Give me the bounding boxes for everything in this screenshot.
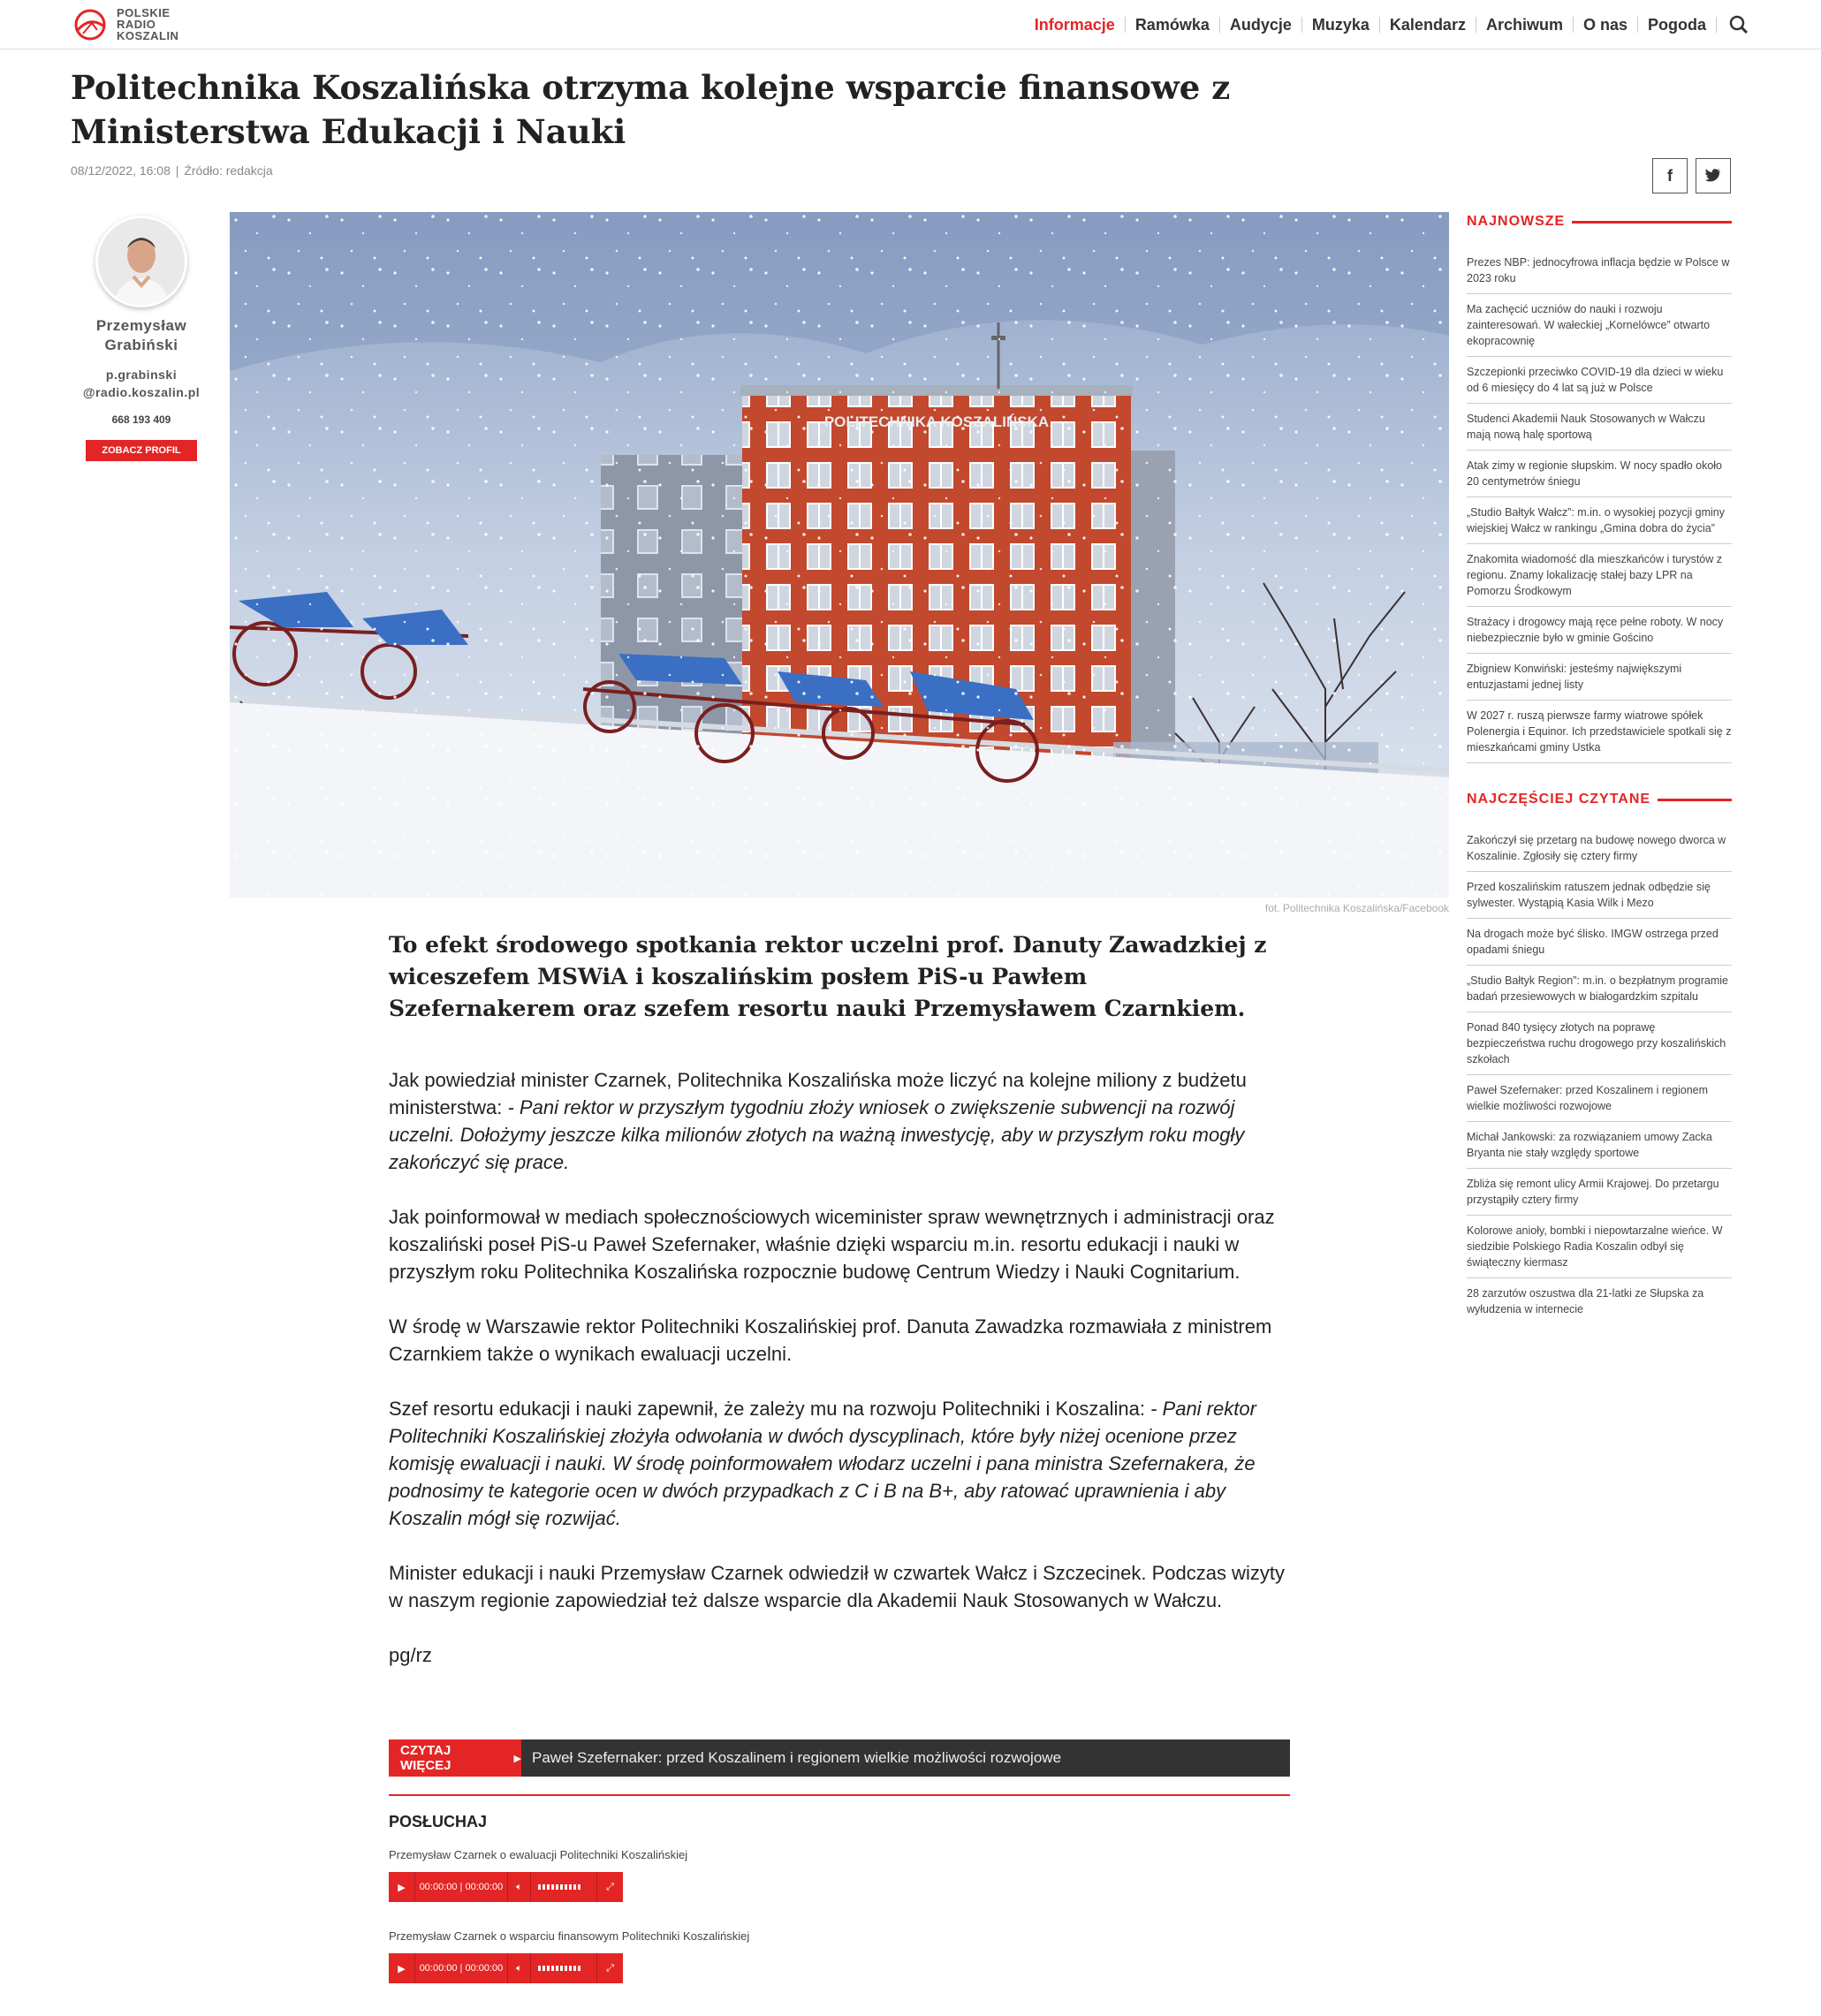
- article-signature: pg/rz: [389, 1644, 432, 1666]
- newest-list: [1467, 247, 1732, 763]
- newest-item[interactable]: Atak zimy w regionie słupskim. W nocy spadło około 20 centymetrów śniegu: [1467, 451, 1732, 497]
- nav-pogoda[interactable]: Pogoda: [1638, 17, 1717, 33]
- radio-logo-icon: [71, 7, 115, 42]
- audio-title: Przemysław Czarnek o ewaluacji Politechniki Koszalińskiej: [389, 1848, 688, 1861]
- twitter-icon: [1705, 169, 1721, 183]
- audio-title: Przemysław Czarnek o wsparciu finansowym Politechniki Koszalińskiej: [389, 1929, 750, 1943]
- article-paragraph: Szef resortu edukacji i nauki zapewnił, że zależy mu na rozwoju Politechniki i Koszalina: - Pani rektor Politechniki Koszalińskiej złożyła odwołania w dwóch dyscyplinach, które były niżej ocenione przez komisję ewaluacji i nauki. W środę poinformowałem włodarz uczelni i pana ministra Szefernakera, że podnosimy te kategorie ocen w dwóch przypadkach z C i B na B+, aby ratować uprawnienia i aby Koszalin mógł się rozwijać.: [389, 1398, 1256, 1529]
- volume-button[interactable]: [508, 1953, 531, 1983]
- main-nav: [1025, 12, 1750, 37]
- audio-time: 00:00:00 | 00:00:00: [415, 1953, 508, 1983]
- nav-archiwum[interactable]: Archiwum: [1476, 17, 1574, 33]
- audio-player: [389, 1872, 623, 1902]
- fullscreen-icon: ⤢: [606, 1881, 614, 1892]
- article-source: Źródło: redakcja: [184, 163, 273, 178]
- facebook-icon: f: [1667, 166, 1673, 185]
- popular-item[interactable]: Na drogach może być ślisko. IMGW ostrzega przed opadami śniegu: [1467, 919, 1732, 966]
- read-more-link[interactable]: Paweł Szefernaker: przed Koszalinem i regionem wielkie możliwości rozwojowe: [521, 1739, 1290, 1777]
- nav-o-nas[interactable]: O nas: [1574, 17, 1638, 33]
- article-meta: 08/12/2022, 16:08 | Źródło: redakcja: [71, 163, 273, 178]
- arrow-right-icon: ▶: [513, 1753, 521, 1764]
- article-paragraph: Jak powiedział minister Czarnek, Politechnika Koszalińska może liczyć na kolejne miliony z budżetu ministerstwa: - Pani rektor w przyszłym tygodniu złoży wniosek o zwiększenie subwencji na rozwój uczelni. Dołożymy jeszcze kilka milionów złotych na ważną inwestycję, aby w przyszłym roku mogły zakończyć się prace.: [389, 1069, 1247, 1173]
- top-bar: [0, 0, 1821, 49]
- popular-item[interactable]: Przed koszalińskim ratuszem jednak odbędzie się sylwester. Wystąpią Kasia Wilk i Mezo: [1467, 872, 1732, 919]
- site-logo[interactable]: [71, 7, 194, 42]
- article-lead: To efekt środowego spotkania rektor uczelni prof. Danuty Zawadzkiej z wiceszefem MSWiA i koszalińskim posłem PiS-u Pawłem Szefernakerem oraz szefem resortu nauki Przemysławem Czarnkiem.: [389, 932, 1267, 1021]
- play-button[interactable]: [389, 1953, 415, 1983]
- nav-ramowka[interactable]: Ramówka: [1126, 17, 1220, 33]
- article-body: [389, 1066, 1299, 1696]
- newest-item[interactable]: Szczepionki przeciwko COVID-19 dla dzieci w wieku od 6 miesięcy do 4 lat są już w Polsce: [1467, 357, 1732, 404]
- popular-item[interactable]: „Studio Bałtyk Region”: m.in. o bezpłatnym programie badań przesiewowych w białogardzkim szpitalu: [1467, 966, 1732, 1012]
- popular-heading: NAJCZĘŚCIEJ CZYTANE: [1467, 790, 1732, 809]
- read-more-bar[interactable]: [389, 1739, 1290, 1777]
- newest-item[interactable]: Znakomita wiadomość dla mieszkańców i turystów z regionu. Znamy lokalizację stałej bazy LPR na Pomorzu Środkowym: [1467, 544, 1732, 607]
- newest-item[interactable]: Ma zachęcić uczniów do nauki i rozwoju zainteresowań. W wałeckiej „Kornelówce” otwarto ekopracownię: [1467, 294, 1732, 357]
- newest-item[interactable]: W 2027 r. ruszą pierwsze farmy wiatrowe spółek Polenergia i Equinor. Ich przedstawiciele spotkali się z mieszkańcami gminy Ustka: [1467, 701, 1732, 763]
- play-icon: ▶: [398, 1882, 406, 1893]
- popular-item[interactable]: 28 zarzutów oszustwa dla 21-latki ze Słupska za wyłudzenia w internecie: [1467, 1287, 1704, 1315]
- article-title: Politechnika Koszalińska otrzyma kolejne wsparcie finansowe z Ministerstwa Edukacji i Nauki: [71, 68, 1231, 151]
- volume-slider[interactable]: [531, 1884, 580, 1890]
- newest-item[interactable]: Strażacy i drogowcy mają ręce pełne roboty. W nocy niebezpiecznie było w gminie Gościno: [1467, 607, 1732, 654]
- play-button[interactable]: [389, 1872, 415, 1902]
- article-photo: [230, 212, 1449, 898]
- popular-item[interactable]: Paweł Szefernaker: przed Koszalinem i regionem wielkie możliwości rozwojowe: [1467, 1075, 1732, 1122]
- nav-kalendarz[interactable]: Kalendarz: [1380, 17, 1476, 33]
- speaker-icon: 🔈︎: [516, 1962, 522, 1974]
- article-date: 08/12/2022, 16:08: [71, 163, 171, 178]
- article-paragraph: Minister edukacji i nauki Przemysław Czarnek odwiedził w czwartek Wałcz i Szczecinek. Podczas wizyty w naszym regionie zapowiedział też dalsze wsparcie dla Akademii Nauk Stosowanych w Wałczu.: [389, 1562, 1285, 1611]
- university-building-photo: [230, 212, 1449, 898]
- popular-item[interactable]: Kolorowe anioły, bombki i niepowtarzalne wieńce. W siedzibie Polskiego Radia Koszalin odbył się świąteczny kiermasz: [1467, 1216, 1732, 1278]
- facebook-share-button[interactable]: [1652, 158, 1688, 193]
- nav-muzyka[interactable]: Muzyka: [1302, 17, 1380, 33]
- newest-heading: NAJNOWSZE: [1467, 212, 1732, 231]
- twitter-share-button[interactable]: [1696, 158, 1731, 193]
- volume-button[interactable]: [508, 1872, 531, 1902]
- speaker-icon: 🔈︎: [516, 1881, 522, 1892]
- newest-item[interactable]: Zbigniew Konwiński: jesteśmy największymi entuzjastami jednej listy: [1467, 654, 1732, 701]
- newest-item[interactable]: Studenci Akademii Nauk Stosowanych w Wałczu mają nową halę sportową: [1467, 404, 1732, 451]
- popular-item[interactable]: Michał Jankowski: za rozwiązaniem umowy Zacka Bryanta nie stały względy sportowe: [1467, 1122, 1732, 1169]
- play-icon: ▶: [398, 1963, 406, 1974]
- photo-credit: fot. Politechnika Koszalińska/Facebook: [1264, 902, 1449, 914]
- listen-heading: POSŁUCHAJ: [389, 1813, 488, 1830]
- author-phone: 668 193 409: [111, 413, 171, 426]
- newest-item[interactable]: „Studio Bałtyk Wałcz”: m.in. o wysokiej pozycji gminy wiejskiej Wałcz w rankingu „Gmina dobra do życia”: [1467, 497, 1732, 544]
- fullscreen-icon: ⤢: [606, 1962, 614, 1974]
- view-profile-button[interactable]: ZOBACZ PROFIL: [86, 440, 196, 461]
- popular-item[interactable]: Zakończył się przetarg na budowę nowego dworca w Koszalinie. Zgłosiły się cztery firmy: [1467, 825, 1732, 872]
- author-avatar[interactable]: [95, 216, 187, 307]
- article-paragraph: Jak poinformował w mediach społecznościowych wiceminister spraw wewnętrznych i administracji oraz koszaliński poseł PiS-u Paweł Szefernaker, właśnie dzięki wsparciu m.in. resortu edukacji i nauki w przyszłym roku Politechnika Koszalińska rozpocznie budowę Centrum Wiedzy i Nauki Cognitarium.: [389, 1206, 1275, 1283]
- author-name: Przemysław Grabiński: [95, 317, 187, 353]
- fullscreen-button[interactable]: [596, 1872, 623, 1902]
- fullscreen-button[interactable]: [596, 1953, 623, 1983]
- nav-informacje[interactable]: Informacje: [1025, 17, 1126, 33]
- volume-slider[interactable]: [531, 1966, 580, 1971]
- popular-item[interactable]: Ponad 840 tysięcy złotych na poprawę bezpieczeństwa ruchu drogowego przy koszalińskich szkołach: [1467, 1012, 1732, 1075]
- popular-item[interactable]: Zbliża się remont ulicy Armii Krajowej. Do przetargu przystąpiły cztery firmy: [1467, 1169, 1732, 1216]
- newest-item[interactable]: Prezes NBP: jednocyfrowa inflacja będzie w Polsce w 2023 roku: [1467, 247, 1732, 294]
- logo-text: POLSKIE RADIO KOSZALIN: [117, 6, 179, 42]
- author-card: [71, 216, 212, 461]
- article-paragraph: W środę w Warszawie rektor Politechniki Koszalińskiej prof. Danuta Zawadzka rozmawiała z ministrem Czarnkiem także o wynikach ewaluacji uczelni.: [389, 1315, 1272, 1365]
- author-email[interactable]: p.grabinski @radio.koszalin.pl: [82, 368, 201, 399]
- read-more-label: CZYTAJ WIĘCEJ ▶: [389, 1739, 521, 1777]
- section-divider: [389, 1794, 1290, 1796]
- audio-time: 00:00:00 | 00:00:00: [415, 1872, 508, 1902]
- popular-list: [1467, 825, 1732, 1324]
- author-photo: [98, 218, 185, 305]
- search-icon[interactable]: [1727, 13, 1750, 36]
- audio-player: [389, 1953, 623, 1983]
- sidebar: [1467, 212, 1732, 1324]
- nav-audycje[interactable]: Audycje: [1220, 17, 1302, 33]
